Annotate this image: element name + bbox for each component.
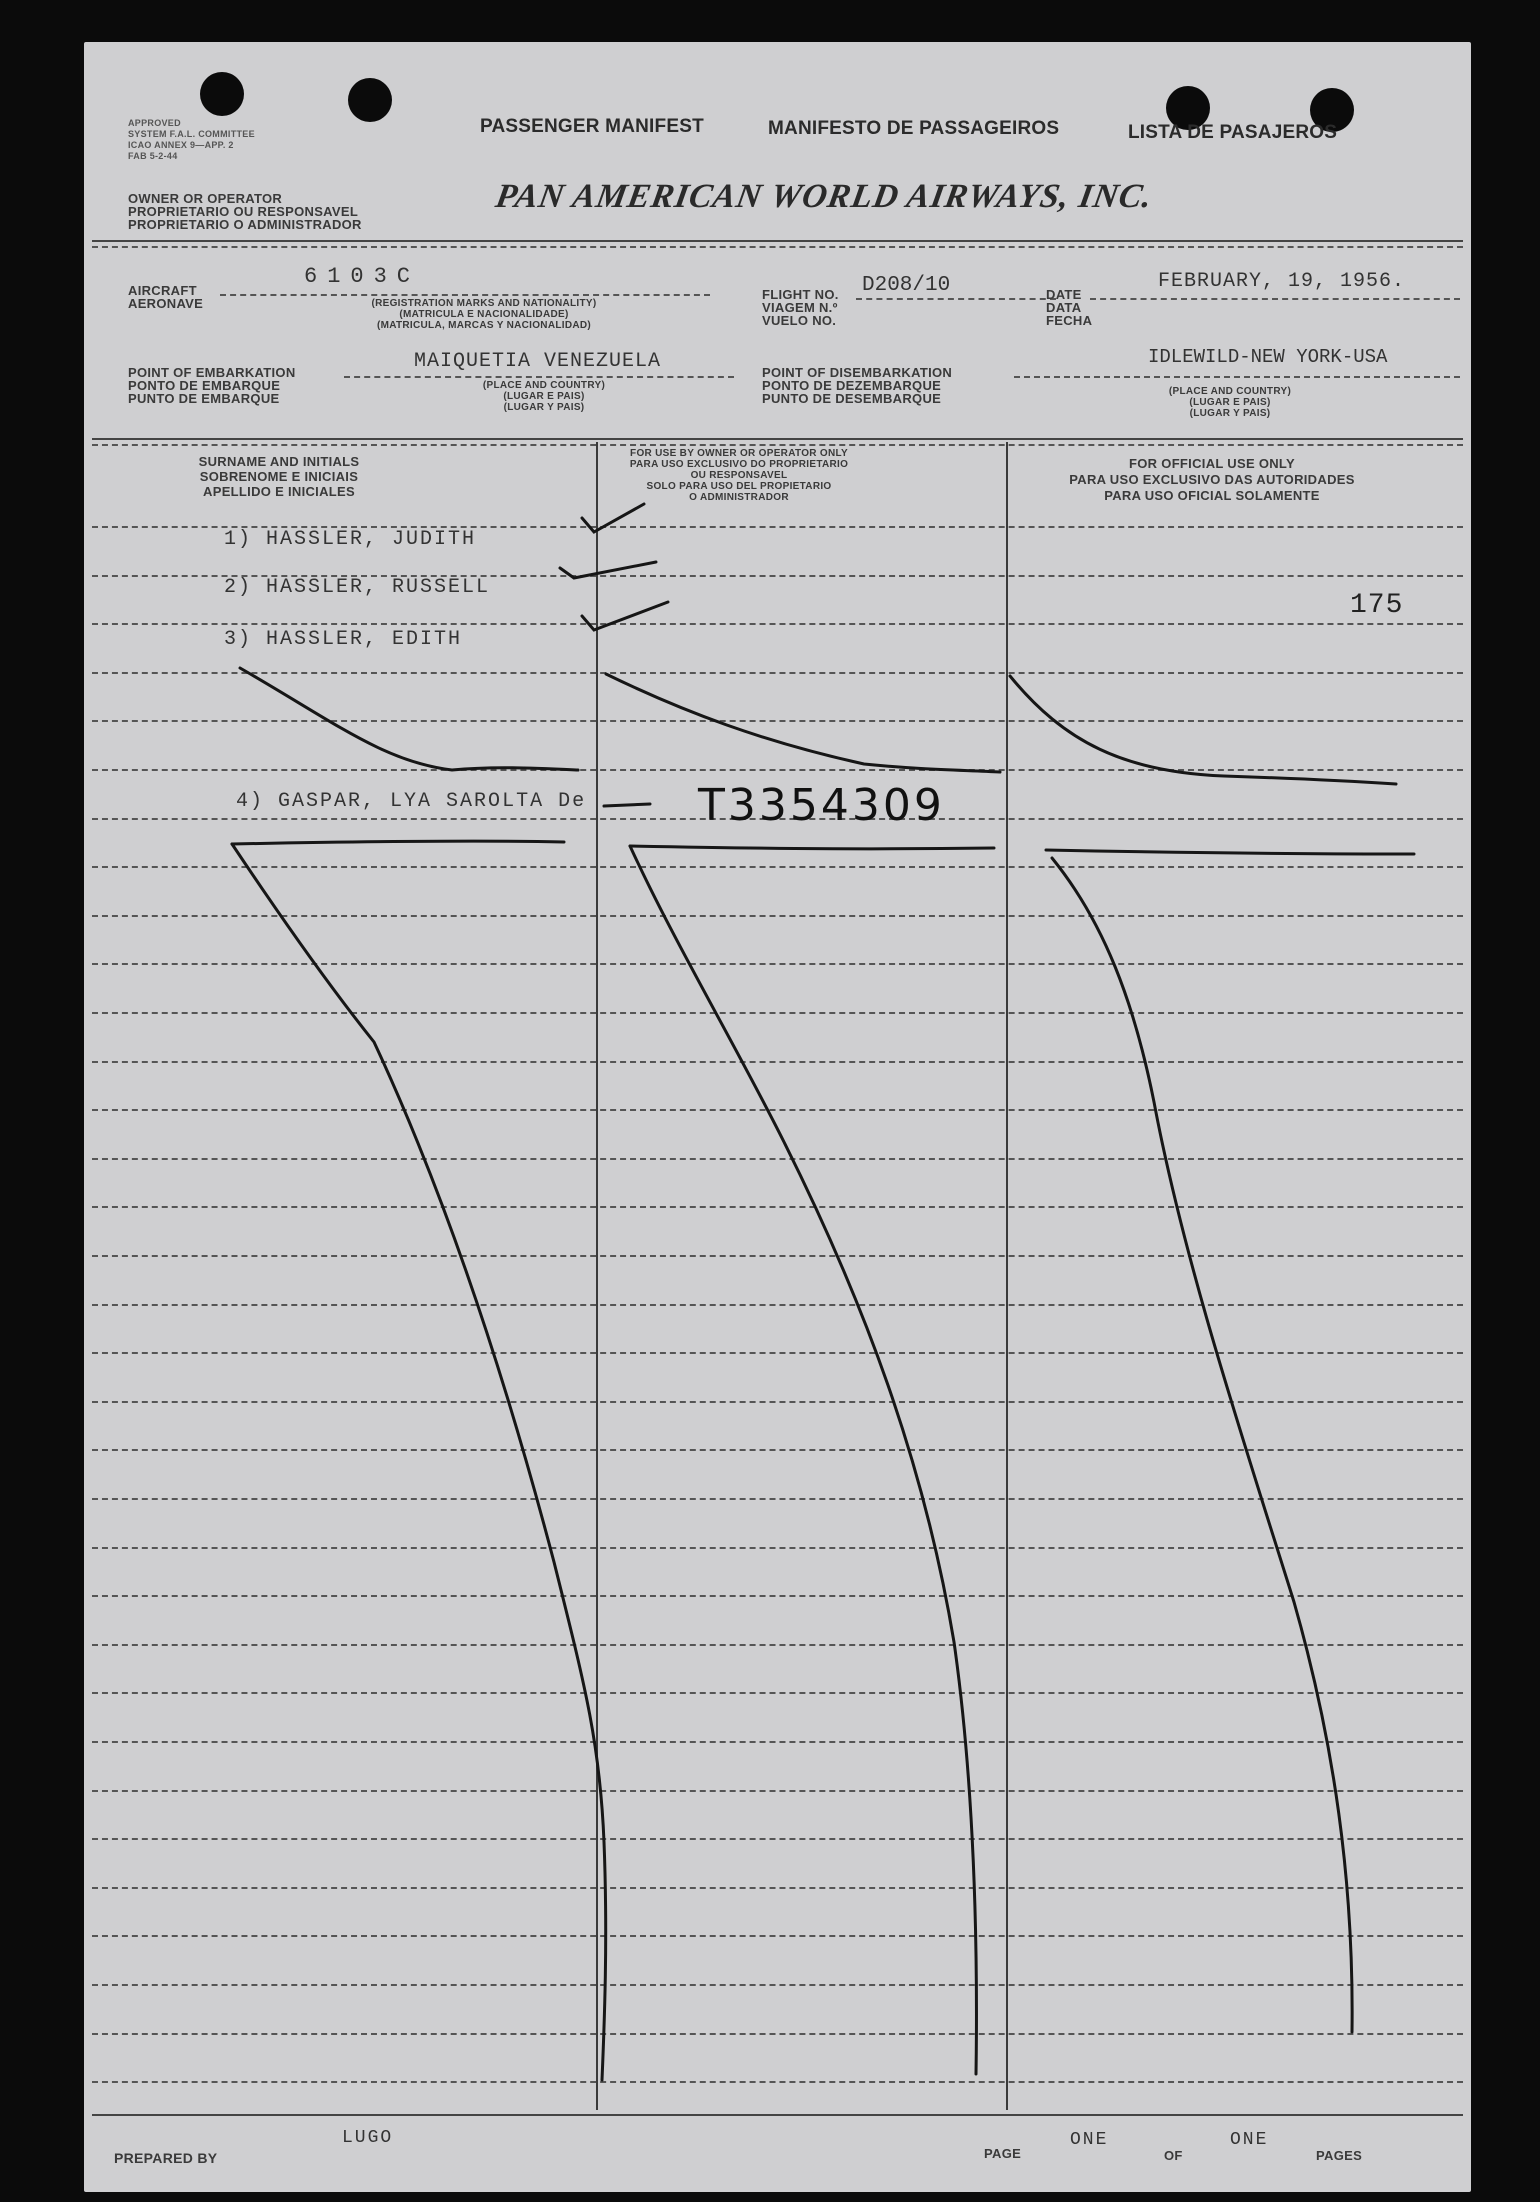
operator-header-line: OU RESPONSAVEL — [690, 470, 788, 481]
embarkation-sublabel-line: (LUGAR E PAIS) — [503, 391, 585, 402]
title-pt: MANIFESTO DE PASSAGEIROS — [768, 118, 1060, 139]
embarkation-sublabel-line: (PLACE AND COUNTRY) — [482, 380, 606, 391]
approval-line: FAB 5-2-44 — [128, 151, 178, 161]
disembarkation-sublabel-line: (PLACE AND COUNTRY) — [1168, 386, 1292, 397]
passenger-name: HASSLER, JUDITH — [266, 528, 477, 551]
approval-line: ICAO ANNEX 9—APP. 2 — [128, 140, 234, 150]
date-label-line: FECHA — [1046, 313, 1093, 328]
operator-header-line: FOR USE BY OWNER OR OPERATOR ONLY — [630, 448, 848, 459]
cancel-stroke — [1010, 676, 1396, 784]
operator-handwritten-number: T3354309 — [698, 780, 945, 831]
z-stroke — [232, 844, 606, 2080]
approval-line: SYSTEM F.A.L. COMMITTEE — [128, 129, 255, 139]
dash-stroke — [604, 804, 650, 806]
surname-header-line: SURNAME AND INITIALS — [198, 454, 360, 469]
surname-header-line: APELLIDO E INICIALES — [203, 484, 355, 499]
owner-label-line: OWNER OR OPERATOR — [128, 191, 283, 206]
disembarkation-sublabel-line: (LUGAR E PAIS) — [1189, 397, 1271, 408]
passenger-name: HASSLER, RUSSELL — [266, 576, 491, 599]
z-stroke — [630, 846, 976, 2074]
z-stroke — [630, 846, 994, 849]
passenger-name: GASPAR, LYA SAROLTA De — [278, 790, 587, 813]
operator-header-line: SOLO PARA USO DEL PROPIETARIO — [646, 481, 832, 492]
disembarkation-label-line: PUNTO DE DESEMBARQUE — [762, 391, 942, 406]
official-header-line: PARA USO EXCLUSIVO DAS AUTORIDADES — [1069, 472, 1355, 487]
official-header-line: FOR OFFICIAL USE ONLY — [1129, 456, 1295, 471]
footer-rule — [92, 2114, 1463, 2116]
cancel-stroke — [606, 674, 1000, 772]
checkmark-icon — [560, 562, 656, 578]
z-stroke — [232, 841, 564, 844]
prepared-by-value: LUGO — [342, 2128, 394, 2148]
pages-total-value: ONE — [1230, 2130, 1269, 2150]
aircraft-label-line: AIRCRAFT — [128, 283, 197, 298]
aircraft-value: 6103C — [304, 264, 421, 289]
title-en: PASSENGER MANIFEST — [480, 116, 704, 137]
page-label: PAGE — [984, 2146, 1022, 2161]
surname-header-line: SOBRENOME E INICIAIS — [199, 469, 359, 484]
disembarkation-sublabel-line: (LUGAR Y PAIS) — [1189, 408, 1271, 419]
approval-line: APPROVED — [128, 118, 181, 128]
disembarkation-value: IDLEWILD-NEW YORK-USA — [1148, 346, 1388, 368]
disembarkation-label-line: POINT OF DISEMBARKATION — [762, 365, 953, 380]
aircraft-sublabel-line: (MATRICULA, MARCAS Y NACIONALIDAD) — [376, 320, 592, 331]
passenger-number: 2) — [224, 576, 253, 599]
title-es: LISTA DE PASAJEROS — [1128, 122, 1338, 143]
embarkation-label-line: PONTO DE EMBARQUE — [128, 378, 281, 393]
flight-label-line: VUELO NO. — [762, 313, 837, 328]
disembarkation-label-line: PONTO DE DEZEMBARQUE — [762, 378, 942, 393]
passenger-number: 4) — [236, 790, 265, 813]
official-note: 175 — [1350, 590, 1404, 621]
embarkation-label-line: PUNTO DE EMBARQUE — [128, 391, 280, 406]
z-stroke — [1052, 858, 1352, 2032]
embarkation-label-line: POINT OF EMBARKATION — [128, 365, 296, 380]
manifest-sheet — [84, 42, 1471, 2192]
pages-label: PAGES — [1316, 2148, 1363, 2163]
embarkation-sublabel-line: (LUGAR Y PAIS) — [503, 402, 585, 413]
embarkation-value: MAIQUETIA VENEZUELA — [414, 350, 662, 373]
flight-label-line: FLIGHT NO. — [762, 287, 839, 302]
owner-label-line: PROPRIETARIO O ADMINISTRADOR — [128, 217, 362, 232]
checkmark-icon — [582, 602, 668, 630]
operator-header-line: O ADMINISTRADOR — [689, 492, 789, 503]
z-stroke — [1046, 850, 1414, 854]
checkmark-icon — [582, 504, 644, 532]
operator-header-line: PARA USO EXCLUSIVO DO PROPRIETARIO — [629, 459, 849, 470]
prepared-by-label: PREPARED BY — [114, 2150, 218, 2166]
date-label-line: DATE — [1046, 287, 1082, 302]
cancel-stroke — [240, 668, 578, 770]
owner-label-line: PROPRIETARIO OU RESPONSAVEL — [128, 204, 359, 219]
of-label: OF — [1164, 2148, 1183, 2163]
flight-value: D208/10 — [862, 274, 951, 297]
official-header-line: PARA USO OFICIAL SOLAMENTE — [1104, 488, 1320, 503]
passenger-number: 1) — [224, 528, 253, 551]
date-label-line: DATA — [1046, 300, 1082, 315]
page-value: ONE — [1070, 2130, 1109, 2150]
passenger-name: HASSLER, EDITH — [266, 628, 463, 651]
date-value: FEBRUARY, 19, 1956. — [1158, 270, 1406, 293]
aircraft-sublabel-line: (REGISTRATION MARKS AND NATIONALITY) — [371, 298, 597, 309]
handwritten-marks — [84, 42, 1471, 2192]
aircraft-label-line: AERONAVE — [128, 296, 204, 311]
flight-label-line: VIAGEM N.º — [762, 300, 838, 315]
company-name: PAN AMERICAN WORLD AIRWAYS, INC. — [492, 178, 1156, 215]
aircraft-sublabel-line: (MATRICULA E NACIONALIDADE) — [399, 309, 569, 320]
passenger-number: 3) — [224, 628, 253, 651]
